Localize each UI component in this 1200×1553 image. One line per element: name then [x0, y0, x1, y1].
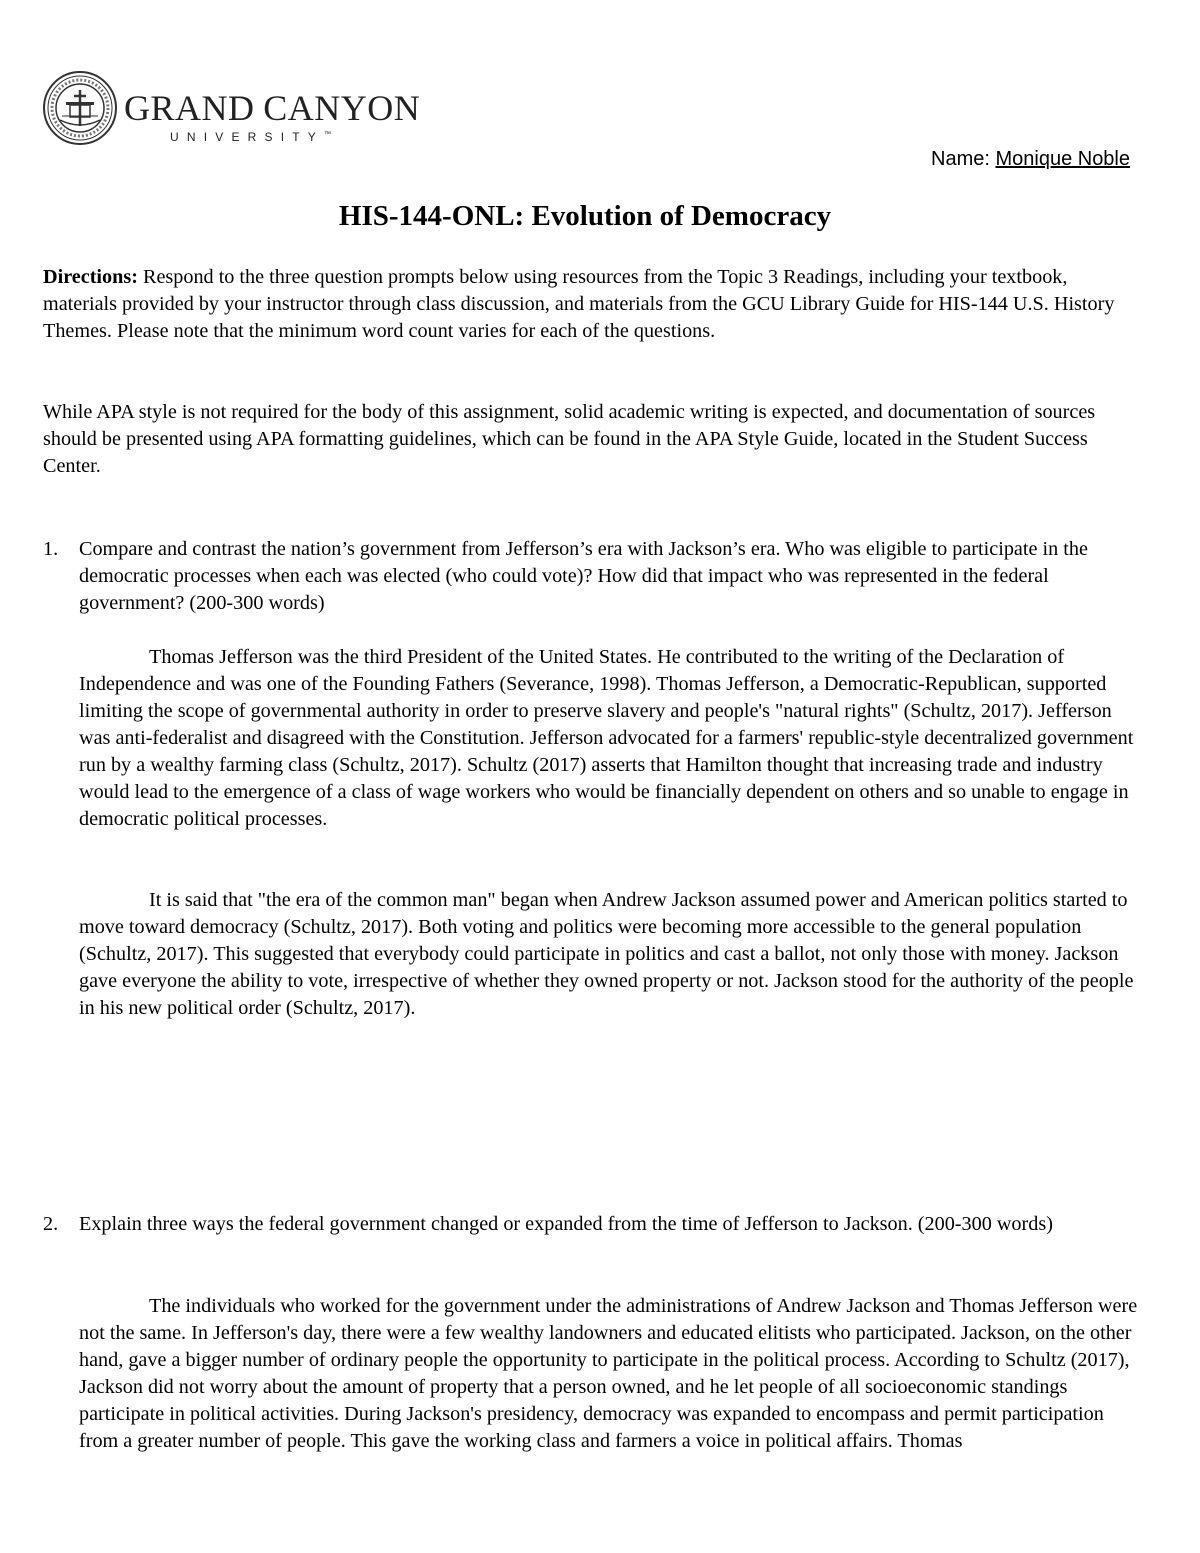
apa-note-paragraph: While APA style is not required for the body of this assignment, solid academic writing is expected, and documentation of sources should be presented using APA formatting guidelines, which can be found in the APA Style Guide, located in the Student Success Center. — [43, 401, 1096, 477]
brand-subtitle-text: UNIVERSITY — [170, 130, 325, 144]
brand-name-second: CANYON — [263, 88, 421, 128]
directions-paragraph — [43, 264, 1143, 345]
brand-subtitle — [170, 131, 331, 143]
directions-label: Directions: — [43, 266, 138, 288]
brand-name-first: GRAND — [124, 88, 255, 128]
name-value: Monique Noble — [995, 148, 1130, 170]
trademark-symbol: ™ — [324, 131, 332, 138]
university-seal-icon — [42, 70, 118, 146]
student-name-line — [931, 148, 1130, 171]
page-title: HIS-144-ONL: Evolution of Democracy — [338, 200, 832, 232]
answer-1-paragraph-2: It is said that "the era of the common man" began when Andrew Jackson assumed power and American politics started to move toward democracy (Schultz, 2017). Both voting and politics were becoming more accessible to the general population (Schultz, 2017). This suggested that everybody could participate in politics and cast a ballot, not only those with money. Jackson gave everyone the ability to vote, irrespective of whether they owned property or not. Jackson stood for the authority of the people in his new political order (Schultz, 2017). — [79, 889, 1134, 1019]
answer-1-paragraph-1: Thomas Jefferson was the third President of the United States. He contributed to the writing of the Declaration of Independence and was one of the Founding Fathers (Severance, 1998). Thomas Jefferson, a Democratic-Republican, supported limiting the scope of governmental authority in order to preserve slavery and people's "natural rights" (Schultz, 2017). Jefferson was anti-federalist and disagreed with the Constitution. Jefferson advocated for a farmers' republic-style decentralized government run by a wealthy farming class (Schultz, 2017). Schultz (2017) asserts that Hamilton thought that increasing trade and industry would lead to the emergence of a class of wage workers who would be financially dependent on others and so unable to engage in democratic political processes. — [79, 646, 1134, 830]
directions-text: Respond to the three question prompts below using resources from the Topic 3 Readings, including your textbook, materials provided by your instructor through class discussion, and materials from the GCU Library Guide for HIS-144 U.S. History Themes. Please note that the minimum word count varies for each of the questions. — [43, 266, 1115, 342]
question-number: 2. — [43, 1213, 59, 1235]
question-1 — [43, 536, 1143, 617]
answer-2-paragraph-1: The individuals who worked for the government under the administrations of Andrew Jackson and Thomas Jefferson were not the same. In Jefferson's day, there were a few wealthy landowners and educated elitists who participated. Jackson, on the other hand, gave a bigger number of ordinary people the opportunity to participate in the political process. According to Schultz (2017), Jackson did not worry about the amount of property that a person owned, and he let people of all socioeconomic standings participate in political activities. During Jackson's presidency, democracy was expanded to encompass and permit participation from a greater number of people. This gave the working class and farmers a voice in political affairs. Thomas — [79, 1295, 1138, 1452]
name-label: Name: — [931, 148, 990, 170]
question-prompt: Compare and contrast the nation’s government from Jefferson’s era with Jackson’s era. Who was eligible to participate in the democratic processes when each was elected (who could vote)? How did that impact who was represented in the federal government? (200-300 words) — [79, 538, 1088, 614]
question-number: 1. — [43, 538, 59, 560]
question-prompt: Explain three ways the federal government changed or expanded from the time of Jefferson to Jackson. (200-300 words) — [79, 1213, 1053, 1235]
question-2 — [43, 1211, 1143, 1238]
university-logo — [42, 70, 421, 150]
brand-name — [124, 90, 420, 127]
